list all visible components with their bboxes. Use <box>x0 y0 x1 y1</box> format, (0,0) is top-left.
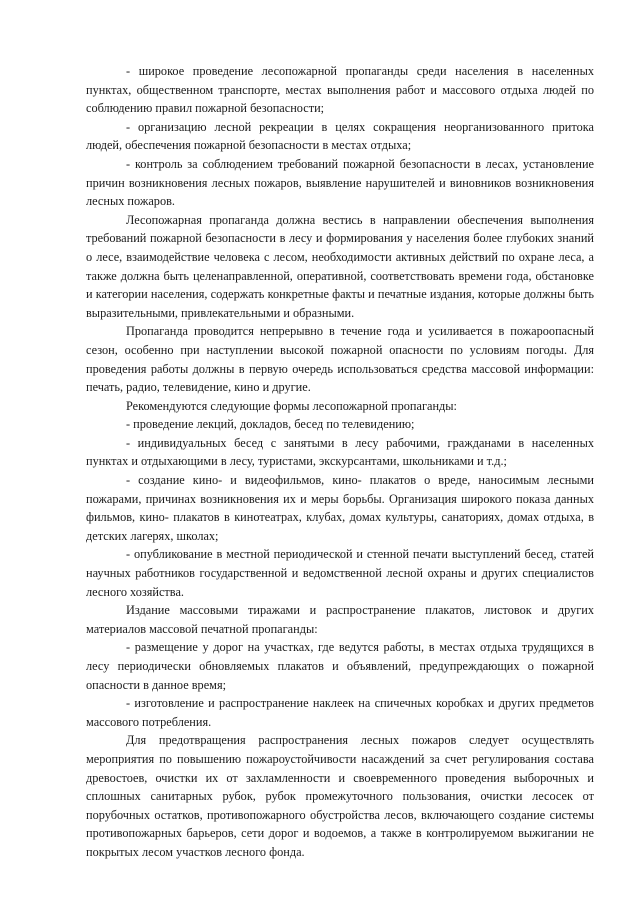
paragraph-3: - контроль за соблюдением требований пожарной безопасности в лесах, установление причин возникновения лесных пожаров, выявление нарушителей и виновников возникновения лесных пожаров. <box>86 156 594 209</box>
paragraph-7: - проведение лекций, докладов, бесед по телевидению; <box>126 417 415 432</box>
paragraph-1: - широкое проведение лесопожарной пропаганды среди населения в населенных пунктах, общественном транспорте, местах выполнения работ и массового отдыха людей по соблюдению правил пожарной безопасности; <box>86 64 594 116</box>
document-page <box>86 62 594 862</box>
paragraph-8: - индивидуальных бесед с занятыми в лесу рабочими, гражданами в населенных пунктах и отдыхающими в лесу, туристами, экскурсантами, школьниками и т.д.; <box>86 435 594 469</box>
paragraph-9: - создание кино- и видеофильмов, кино- плакатов о вреде, наносимым лесными пожарами, причинах возникновения их и меры борьбы. Организация широкого показа данных фильмов, кино- плакатов в кинотеатрах, клубах, домах культуры, санаториях, домах отдыха, в детских лагерях, школах; <box>86 473 594 543</box>
paragraph-14: Для предотвращения распространения лесных пожаров следует осуществлять мероприятия по повышению пожароустойчивости насаждений за счет регулирования состава древостоев, очистки их от захламленности и своевременного проведения выборочных и сплошных санитарных рубок, рубок промежуточного пользования, очистки лесосек от порубочных остатков, противопожарного обустройства лесов, включающего создание системы противопожарных барьеров, сети дорог и водоемов, а также в контролируемом выжигании не покрытых лесом участков лесного фонда. <box>86 733 594 859</box>
paragraph-12: - размещение у дорог на участках, где ведутся работы, в местах отдыха трудящихся в лесу периодически обновляемых плакатов и объявлений, предупреждающих о пожарной опасности в данное время; <box>86 640 594 692</box>
paragraph-10: - опубликование в местной периодической и стенной печати выступлений бесед, статей научных работников государственной и ведомственной лесной охраны и других специалистов лесного хозяйства. <box>86 547 594 599</box>
paragraph-11: Издание массовыми тиражами и распространение плакатов, листовок и других материалов массовой печатной пропаганды: <box>86 603 594 636</box>
paragraph-6: Рекомендуются следующие формы лесопожарной пропаганды: <box>126 398 457 413</box>
paragraph-5: Пропаганда проводится непрерывно в течение года и усиливается в пожароопасный сезон, особенно при наступлении высокой пожарной опасности по условиям погоды. Для проведения работы должны в первую очередь использоваться средства массовой информации: печать, радио, телевидение, кино и другие. <box>86 324 594 395</box>
paragraph-13: - изготовление и распространение наклеек на спичечных коробках и других предметов массового потребления. <box>86 696 594 729</box>
paragraph-4: Лесопожарная пропаганда должна вестись в направлении обеспечения выполнения требований пожарной безопасности в лесу и формирования у населения более глубоких знаний о лесе, взаимодействие человека с лесом, необходимости активных действий по охране леса, а также должна быть целенаправленной, оперативной, соответствовать времени года, обстановке и категории населения, содержать конкретные факты и печатные издания, которые должны быть выразительными, привлекательными и образными. <box>86 212 594 320</box>
paragraph-2: - организацию лесной рекреации в целях сокращения неорганизованного притока людей, обеспечения пожарной безопасности в местах отдыха; <box>86 119 594 153</box>
